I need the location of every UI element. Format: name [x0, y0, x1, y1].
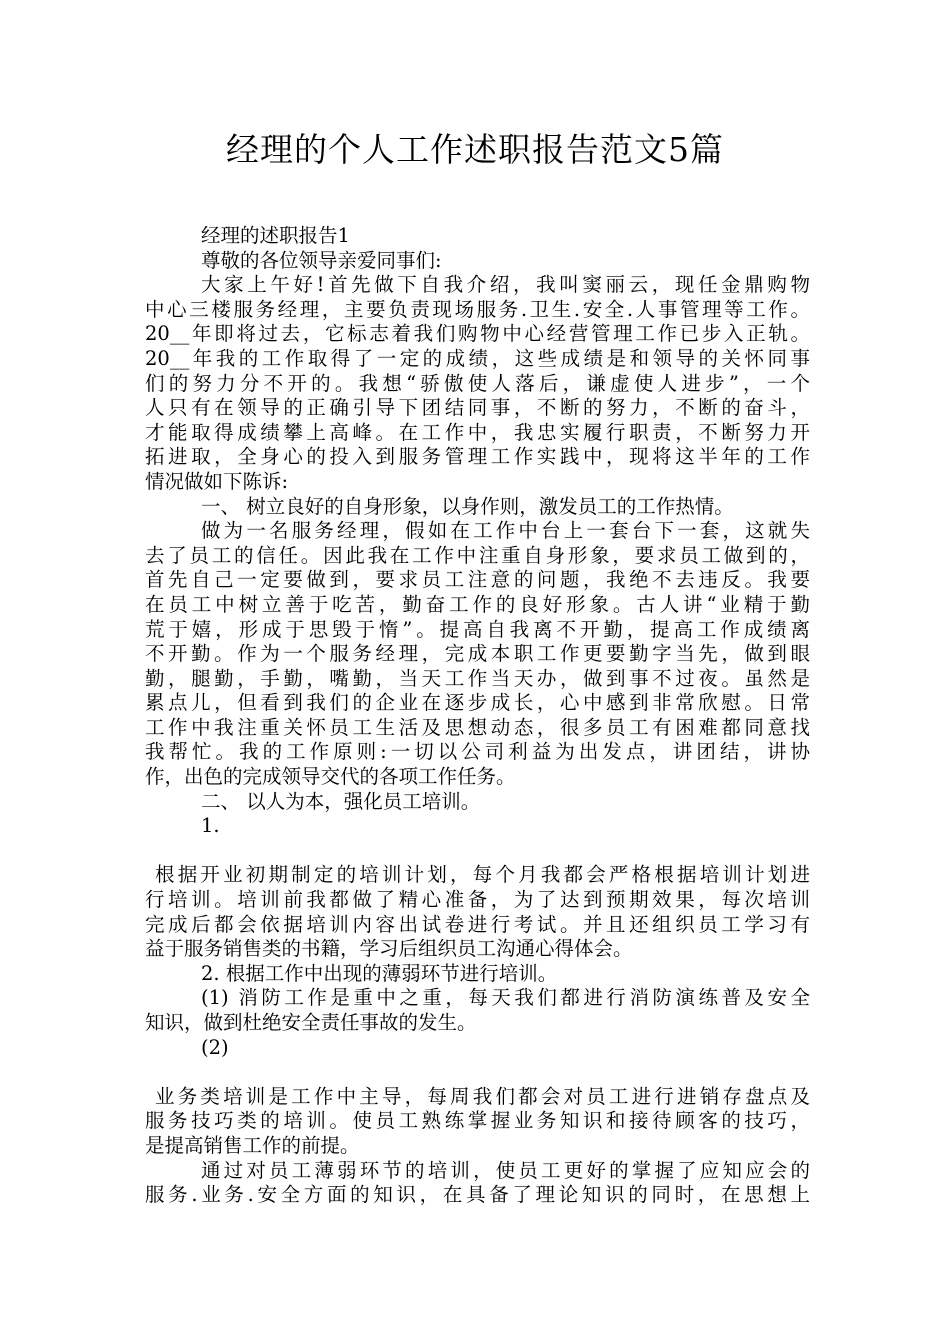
text-line: 行培训。培训前我都做了精心准备，为了达到预期效果，每次培训 — [145, 888, 810, 912]
paragraph-gap — [145, 839, 810, 864]
text-line: 通过对员工薄弱环节的培训，使员工更好的掌握了应知应会的 — [201, 1158, 810, 1182]
text-line: 人只有在领导的正确引导下团结同事，不断的努力，不断的奋斗， — [145, 396, 810, 420]
text-line: 完成后都会依据培训内容出试卷进行考试。并且还组织员工学习有 — [145, 912, 810, 936]
text-line: 尊敬的各位领导亲爱同事们: — [201, 248, 442, 272]
text-line: 中心三楼服务经理，主要负责现场服务.卫生.安全.人事管理等工作。 — [145, 297, 810, 321]
text-line: 累点儿，但看到我们的企业在逐步成长，心中感到非常欣慰。日常 — [145, 691, 810, 715]
text-line: 业务类培训是工作中主导，每周我们都会对员工进行进销存盘点及 — [155, 1084, 810, 1108]
text-line: 经理的述职报告1 — [201, 224, 350, 247]
text-line: 20__年即将过去，它标志着我们购物中心经营管理工作已步入正轨。 — [145, 322, 810, 346]
text-line: 大家上午好!首先做下自我介绍，我叫窦丽云，现任金鼎购物 — [201, 273, 810, 297]
text-line: 知识，做到杜绝安全责任事故的发生。 — [145, 1011, 477, 1034]
text-line: 去了员工的信任。因此我在工作中注重自身形象，要求员工做到的， — [145, 543, 810, 567]
text-line: 作，出色的完成领导交代的各项工作任务。 — [145, 765, 516, 789]
text-line: 才能取得成绩攀上高峰。在工作中，我忠实履行职责，不断努力开 — [145, 420, 810, 444]
text-line: 荒于嬉，形成于思毁于惰”。提高自我离不开勤，提高工作成绩离 — [145, 617, 810, 641]
text-line: 1. — [201, 814, 220, 838]
text-line: 首先自己一定要做到，要求员工注意的问题，我绝不去违反。我要 — [145, 568, 810, 592]
text-line: 在员工中树立善于吃苦，勤奋工作的良好形象。古人讲“业精于勤 — [145, 592, 810, 616]
text-line: 我帮忙。我的工作原则:一切以公司利益为出发点，讲团结，讲协 — [145, 740, 810, 764]
text-line: 是提高销售工作的前提。 — [145, 1133, 360, 1157]
text-line: 2. 根据工作中出现的薄弱环节进行培训。 — [201, 961, 558, 985]
text-line: 不开勤。作为一个服务经理，完成本职工作更要勤字当先，做到眼 — [145, 642, 810, 666]
text-line: 益于服务销售类的书籍，学习后组织员工沟通心得体会。 — [145, 937, 633, 961]
text-line: 拓进取，全身心的投入到服务管理工作实践中，现将这半年的工作 — [145, 445, 810, 469]
paragraph-gap — [145, 1060, 810, 1085]
document-body — [145, 224, 810, 1208]
text-line: 服务.业务.安全方面的知识，在具备了理论知识的同时，在思想上 — [145, 1183, 810, 1207]
text-line: (1) 消防工作是重中之重，每天我们都进行消防演练普及安全 — [201, 986, 810, 1010]
text-line: 根据开业初期制定的培训计划，每个月我都会严格根据培训计划进 — [155, 863, 810, 887]
text-line: 们的努力分不开的。我想“骄傲使人落后，谦虚使人进步”，一个 — [145, 371, 810, 395]
text-line: 勤，腿勤，手勤，嘴勤，当天工作当天办，做到事不过夜。虽然是 — [145, 666, 810, 690]
text-line: 情况做如下陈诉: — [145, 469, 289, 493]
text-line: (2) — [201, 1035, 229, 1059]
text-line: 工作中我注重关怀员工生活及思想动态，很多员工有困难都同意找 — [145, 715, 810, 739]
document-title: 经理的个人工作述职报告范文5篇 — [226, 130, 724, 169]
text-line: 一、 树立良好的自身形象，以身作则，激发员工的工作热情。 — [201, 494, 734, 518]
text-line: 二、 以人为本，强化员工培训。 — [201, 789, 481, 813]
text-line: 服务技巧类的培训。使员工熟练掌握业务知识和接待顾客的技巧， — [145, 1109, 810, 1133]
text-line: 做为一名服务经理，假如在工作中台上一套台下一套，这就失 — [201, 519, 810, 543]
text-line: 20__年我的工作取得了一定的成绩，这些成绩是和领导的关怀同事 — [145, 346, 810, 370]
